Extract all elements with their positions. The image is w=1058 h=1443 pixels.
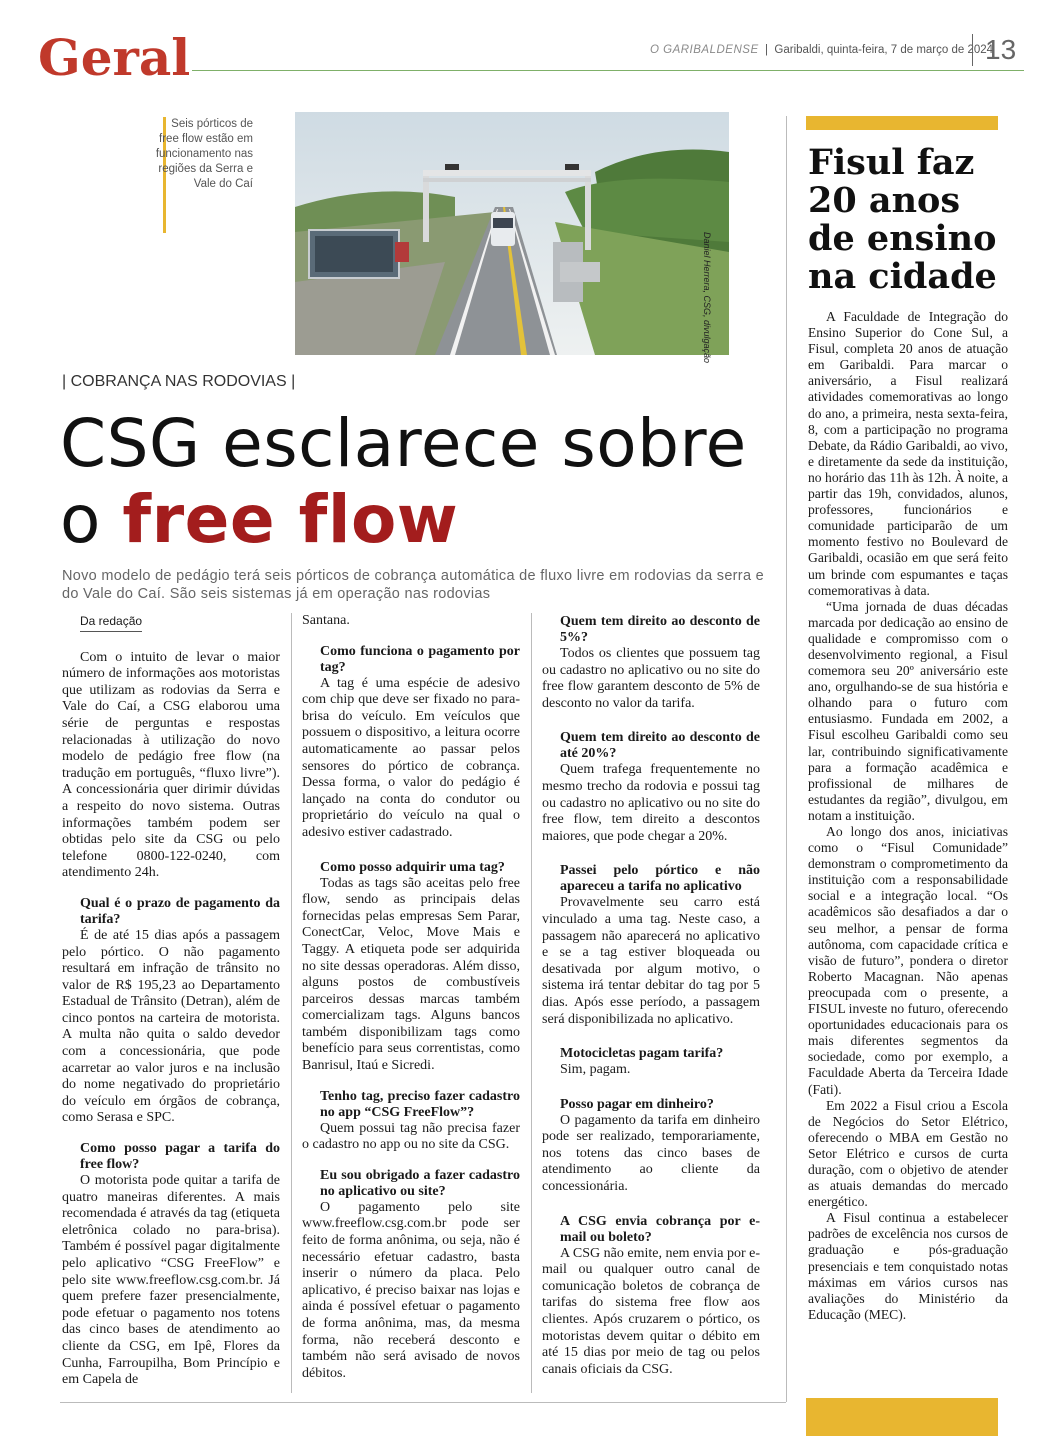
sidebar-paragraph: A Faculdade de Integração do Ensino Superior do Cone Sul, a Fisul, completa 20 anos de atuação em Garibaldi. Para marcar o aniversário, a Fisul realizará atividades comemorativas ao longo do ano, a primeira, nesta sexta-feira, 8, com a participação no programa Debate, da Rádio Garibaldi, ao vivo, e diretamente da sede da instituição, no horário das 11h às 12h. À noite, a partir das 19h, convidados, alunos, professores, funcionários e comunidade participarão de um momento festivo no Boulevard de Garibaldi, ocasião em que será feito um brinde com espumantes e taças comemorativas à data. xyxy=(808,309,1008,598)
masthead xyxy=(650,44,993,56)
answer-paragraph: Quem trafega frequentemente no mesmo trecho da rodovia e possui tag ou cadastro no aplicativo ou no site do free flow, tem direito a descontos maiores, que pode chegar a 20%. xyxy=(542,762,760,844)
headline-line-1: CSG esclarece sobre xyxy=(60,405,747,482)
sidebar-paragraph: Em 2022 a Fisul criou a Escola de Negócios do Setor Elétrico, oferecendo o MBA em Gestão no Setor Elétrico e cursos de curta duração, com o objetivo de atender as atuais demandas do mercado energético. xyxy=(808,1097,1008,1210)
answer-paragraph: Todas as tags são aceitas pelo free flow, sendo as principais delas fornecidas pelas empresas Sem Parar, ConectCar, Veloc, Move Mais e Taggy. A etiqueta pode ser adquirida no site dessas operadoras. Além disso, alguns postos de combustíveis parceiros dessas marcas também comercializam tags. Alguns bancos também disponibilizam tags como benefício para seus correntistas, como Banrisul, Itaú e Sicredi. xyxy=(302,875,520,1074)
intro-paragraph: Com o intuito de levar o maior número de informações aos motoristas que utilizam as rodovias da Serra e Vale do Caí, a CSG elaborou uma série de perguntas e respostas relacionadas à utilização do novo modelo de pedágio free flow (na tradução em português, “fluxo livre”). A concessionária quer dirimir dúvidas a respeito do novo sistema. Outras informações também podem ser obtidas pelo site da CSG ou pelo telefone 0800-122-0240, com atendimento 24h. xyxy=(62,649,280,881)
highway-photo-illustration xyxy=(295,112,729,355)
sidebar-paragraph: “Uma jornada de duas décadas marcada por dedicação ao ensino de qualidade e compromisso com o desenvolvimento regional, a Fisul comemora seu 20º aniversário este ano, orgulhando-se de sua história e olhando para o futuro com entusiasmo. Fundada em 2002, a Fisul escolheu Garibaldi como seu lar, contribuindo significativamente para a formação acadêmica e profissional de milhares de estudantes da região”, divulgou, em notam a instituição. xyxy=(808,598,1008,823)
answer-paragraph: É de até 15 dias após a passagem pelo pórtico. O não pagamento resultará em infração de trânsito no valor de R$ 195,23 ao Departamento Estadual de Trânsito (Detran), além de cinco pontos na carteira de motorista. A multa não quita o saldo devedor com a concessionária, que pode acarretar ao valor juros e na inclusão do nome negativado do proprietário do veículo em órgãos de cobrança, como Serasa e SPC. xyxy=(62,927,280,1126)
column-divider xyxy=(531,613,532,1393)
section-title: Geral xyxy=(38,28,191,87)
toll-gantry-photo xyxy=(295,112,729,355)
photo-credit: Daniel Herrera, CSG, divulgação xyxy=(702,232,712,364)
question-heading: Posso pagar em dinheiro? xyxy=(560,1096,714,1112)
answer-paragraph: Quem possui tag não precisa fazer o cadastro no app ou no site da CSG. xyxy=(302,1120,520,1153)
question-heading: Como posso pagar a tarifa do free flow? xyxy=(80,1141,280,1173)
article-column-2 xyxy=(302,613,520,1382)
article-column-3 xyxy=(542,600,760,1378)
article-headline xyxy=(60,406,780,558)
question-heading: Tenho tag, preciso fazer cadastro no app “CSG FreeFlow”? xyxy=(320,1088,520,1120)
article-column-1 xyxy=(62,613,280,1389)
answer-paragraph: A CSG não emite, nem envia por e-mail ou qualquer outro canal de comunicação boletos de cobrança de tarifas do sistema free flow aos clientes. Após cruzarem o pórtico, os motoristas devem quitar o débito em até 15 dias por meio de tag ou pelos canais oficiais da CSG. xyxy=(542,1245,760,1377)
answer-paragraph: A tag é uma espécie de adesivo com chip que deve ser fixado no para-brisa do veículo. Em veículos que possuem o dispositivo, a leitura ocorre automaticamente ao passar pelos sensores do pórtico de cobrança. Dessa forma, o valor do pedágio é lançado na conta do condutor ou proprietário do veículo na qual o adesivo estiver cadastrado. xyxy=(302,675,520,840)
sidebar-paragraph: A Fisul continua a estabelecer padrões de excelência nos cursos de graduação e pós-graduação presenciais e tem conquistado notas máximas em vários cursos nas avaliações do Ministério da Educação (MEC). xyxy=(808,1210,1008,1322)
continued-text: Santana. xyxy=(302,613,350,628)
photo-caption: Seis pórticos de free flow estão em funcionamento nas regiões da Serra e Vale do Caí xyxy=(155,118,253,190)
headline-highlight: free flow xyxy=(122,481,459,558)
dateline: Garibaldi, quinta-feira, 7 de março de 2024 xyxy=(774,44,994,56)
sidebar-divider xyxy=(786,116,787,1402)
headline-line-2 xyxy=(60,482,780,558)
answer-paragraph: Provavelmente seu carro está vinculado a uma tag. Neste caso, a passagem não aparecerá no aplicativo e se a tag estiver bloqueada ou desativada por algum motivo, o sistema irá tentar debitar do tag por 5 dias. Após esse período, a passagem será disponibilizada no aplicativo. xyxy=(542,895,760,1027)
question-heading: A CSG envia cobrança por e-mail ou boleto? xyxy=(560,1213,760,1245)
question-heading: Qual é o prazo de pagamento da tarifa? xyxy=(80,895,280,927)
question-heading: Motocicletas pagam tarifa? xyxy=(560,1046,724,1062)
byline: Da redação xyxy=(80,613,142,632)
sidebar-headline: Fisul faz 20 anos de ensino na cidade xyxy=(808,142,997,297)
header-divider xyxy=(192,70,1024,71)
question-heading: Quem tem direito ao desconto de até 20%? xyxy=(560,730,760,762)
question-heading: Passei pelo pórtico e não apareceu a tarifa no aplicativo xyxy=(560,863,760,895)
answer-paragraph: O pagamento pelo site www.freeflow.csg.com.br pode ser feito de forma anônima, ou seja, não é necessário efetuar cadastro, basta inserir o número da placa. Pelo aplicativo, é preciso baixar nas lojas e ainda é possível efetuar o pagamento de forma anônima, mas, da mesma forma, não receberá desconto e também não será avisado de novos débitos. xyxy=(302,1199,520,1381)
article-kicker: | COBRANÇA NAS RODOVIAS | xyxy=(62,373,296,390)
headline-line-2-prefix: o xyxy=(60,481,123,558)
sidebar-accent-bar-bottom xyxy=(806,1398,998,1436)
answer-paragraph: O pagamento da tarifa em dinheiro pode ser realizado, temporariamente, nos totens das cinco bases de atendimento ao cliente da concessionária. xyxy=(542,1112,760,1195)
question-heading: Eu sou obrigado a fazer cadastro no aplicativo ou site? xyxy=(320,1167,520,1199)
question-heading: Como funciona o pagamento por tag? xyxy=(320,643,520,675)
article-subhead: Novo modelo de pedágio terá seis pórticos de cobrança automática de fluxo livre em rodovias da serra e do Vale do Caí. São seis sistemas já em operação nas rodovias xyxy=(62,568,764,602)
answer-paragraph: Todos os clientes que possuem tag ou cadastro no aplicativo ou no site do free flow garantem desconto de 5% de desconto no valor da tarifa. xyxy=(542,646,760,711)
sidebar-paragraph: Ao longo dos anos, iniciativas como o “Fisul Comunidade” demonstram o comprometimento da instituição com a responsabilidade social e a integração local. “Os acadêmicos são desafiados a dar o seu melhor, a pensar de forma autônoma, com capacidade crítica e visão de futuro”, pondera o diretor Roberto Macagnan. Não apenas preocupada com o presente, a FISUL investe no futuro, oferecendo oportunidades educacionais para os mais diferentes segmentos da sociedade, como por exemplo, a Faculdade Aberta da Terceira Idade (Fati). xyxy=(808,824,1008,1097)
sidebar-accent-bar-top xyxy=(806,116,998,130)
bottom-divider xyxy=(60,1402,786,1403)
page-number: 13 xyxy=(972,34,1016,66)
newspaper-name: O GARIBALDENSE xyxy=(650,44,759,56)
question-heading: Como posso adquirir uma tag? xyxy=(320,859,505,875)
question-heading: Quem tem direito ao desconto de 5%? xyxy=(560,614,760,645)
answer-paragraph: Sim, pagam. xyxy=(560,1062,631,1078)
masthead-separator: | xyxy=(761,44,772,56)
answer-paragraph: O motorista pode quitar a tarifa de quatro maneiras diferentes. A mais recomendada é através da tag (etiqueta eletrônica colado no para-brisa). Também é possível pagar digitalmente pelo aplicativo “CSG FreeFlow” e pelo site www.freeflow.csg.com.br. Já quem prefere fazer presencialmente, pode efetuar o pagamento nos totens das cinco bases de atendimento ao cliente da CSG, em Ipê, Flores da Cunha, Farroupilha, Bom Princípio e em Capela de xyxy=(62,1173,280,1388)
sidebar-article xyxy=(808,309,1008,1323)
column-divider xyxy=(291,613,292,1393)
